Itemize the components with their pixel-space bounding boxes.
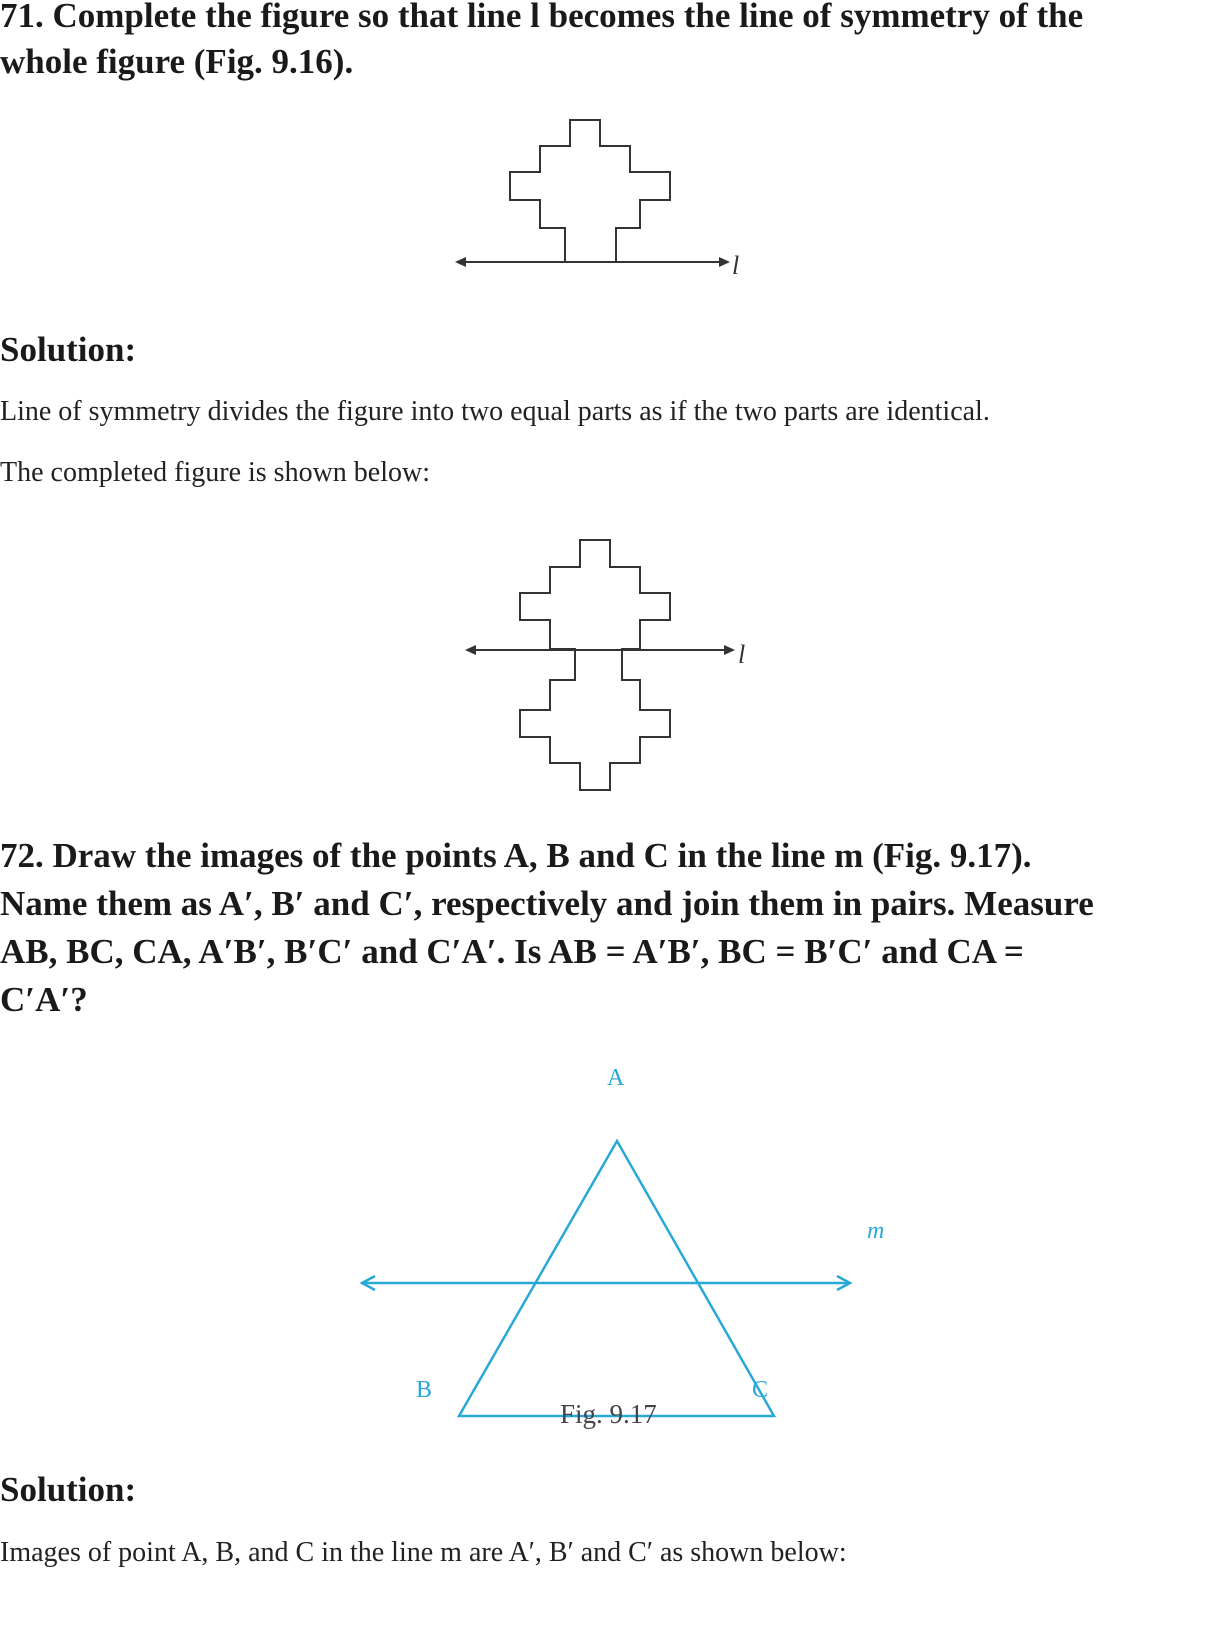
q72-heading-line4: C′A′? (0, 980, 88, 1019)
cross-shape (510, 120, 670, 262)
right-arrowhead (724, 645, 735, 655)
point-c-label: C (752, 1377, 769, 1403)
left-arrowhead (465, 645, 476, 655)
line-l-label: l (738, 640, 746, 669)
q72-heading-line1: 72. Draw the images of the points A, B and C in the line m (Fig. 9.17). (0, 836, 1032, 875)
q72-heading-line2: Name them as A′, B′ and C′, respectively and join them in pairs. Measure (0, 884, 1094, 923)
q71-heading-line2: whole figure (Fig. 9.16). (0, 42, 354, 81)
upper-cross-shape (520, 540, 670, 680)
triangle-abc (459, 1141, 774, 1416)
q71-heading-line1: 71. Complete the figure so that line l becomes the line of symmetry of the (0, 0, 1084, 35)
lower-cross-shape (520, 650, 670, 790)
line-l-label: l (732, 251, 740, 280)
q72-solution-text-1: Images of point A, B, and C in the line m are A′, B′ and C′ as shown below: (0, 1537, 847, 1568)
q72-heading-line3: AB, BC, CA, A′B′, B′C′ and C′A′. Is AB = A′B′, BC = B′C′ and CA = (0, 932, 1024, 971)
figure-caption: Fig. 9.17 (560, 1399, 657, 1429)
right-arrowhead (719, 257, 730, 267)
q71-solution-text-2: The completed figure is shown below: (0, 457, 431, 488)
point-a-label: A (607, 1065, 625, 1091)
line-m-label: m (867, 1218, 885, 1244)
q71-solution-label: Solution: (0, 330, 137, 369)
q72-solution-label: Solution: (0, 1470, 137, 1509)
fig-9-16 (440, 110, 760, 290)
fig-9-17 (330, 1065, 890, 1495)
point-b-label: B (416, 1377, 433, 1403)
completed-figure (450, 515, 780, 815)
q71-solution-text-1: Line of symmetry divides the figure into two equal parts as if the two parts are identical. (0, 396, 990, 427)
left-arrowhead (455, 257, 466, 267)
